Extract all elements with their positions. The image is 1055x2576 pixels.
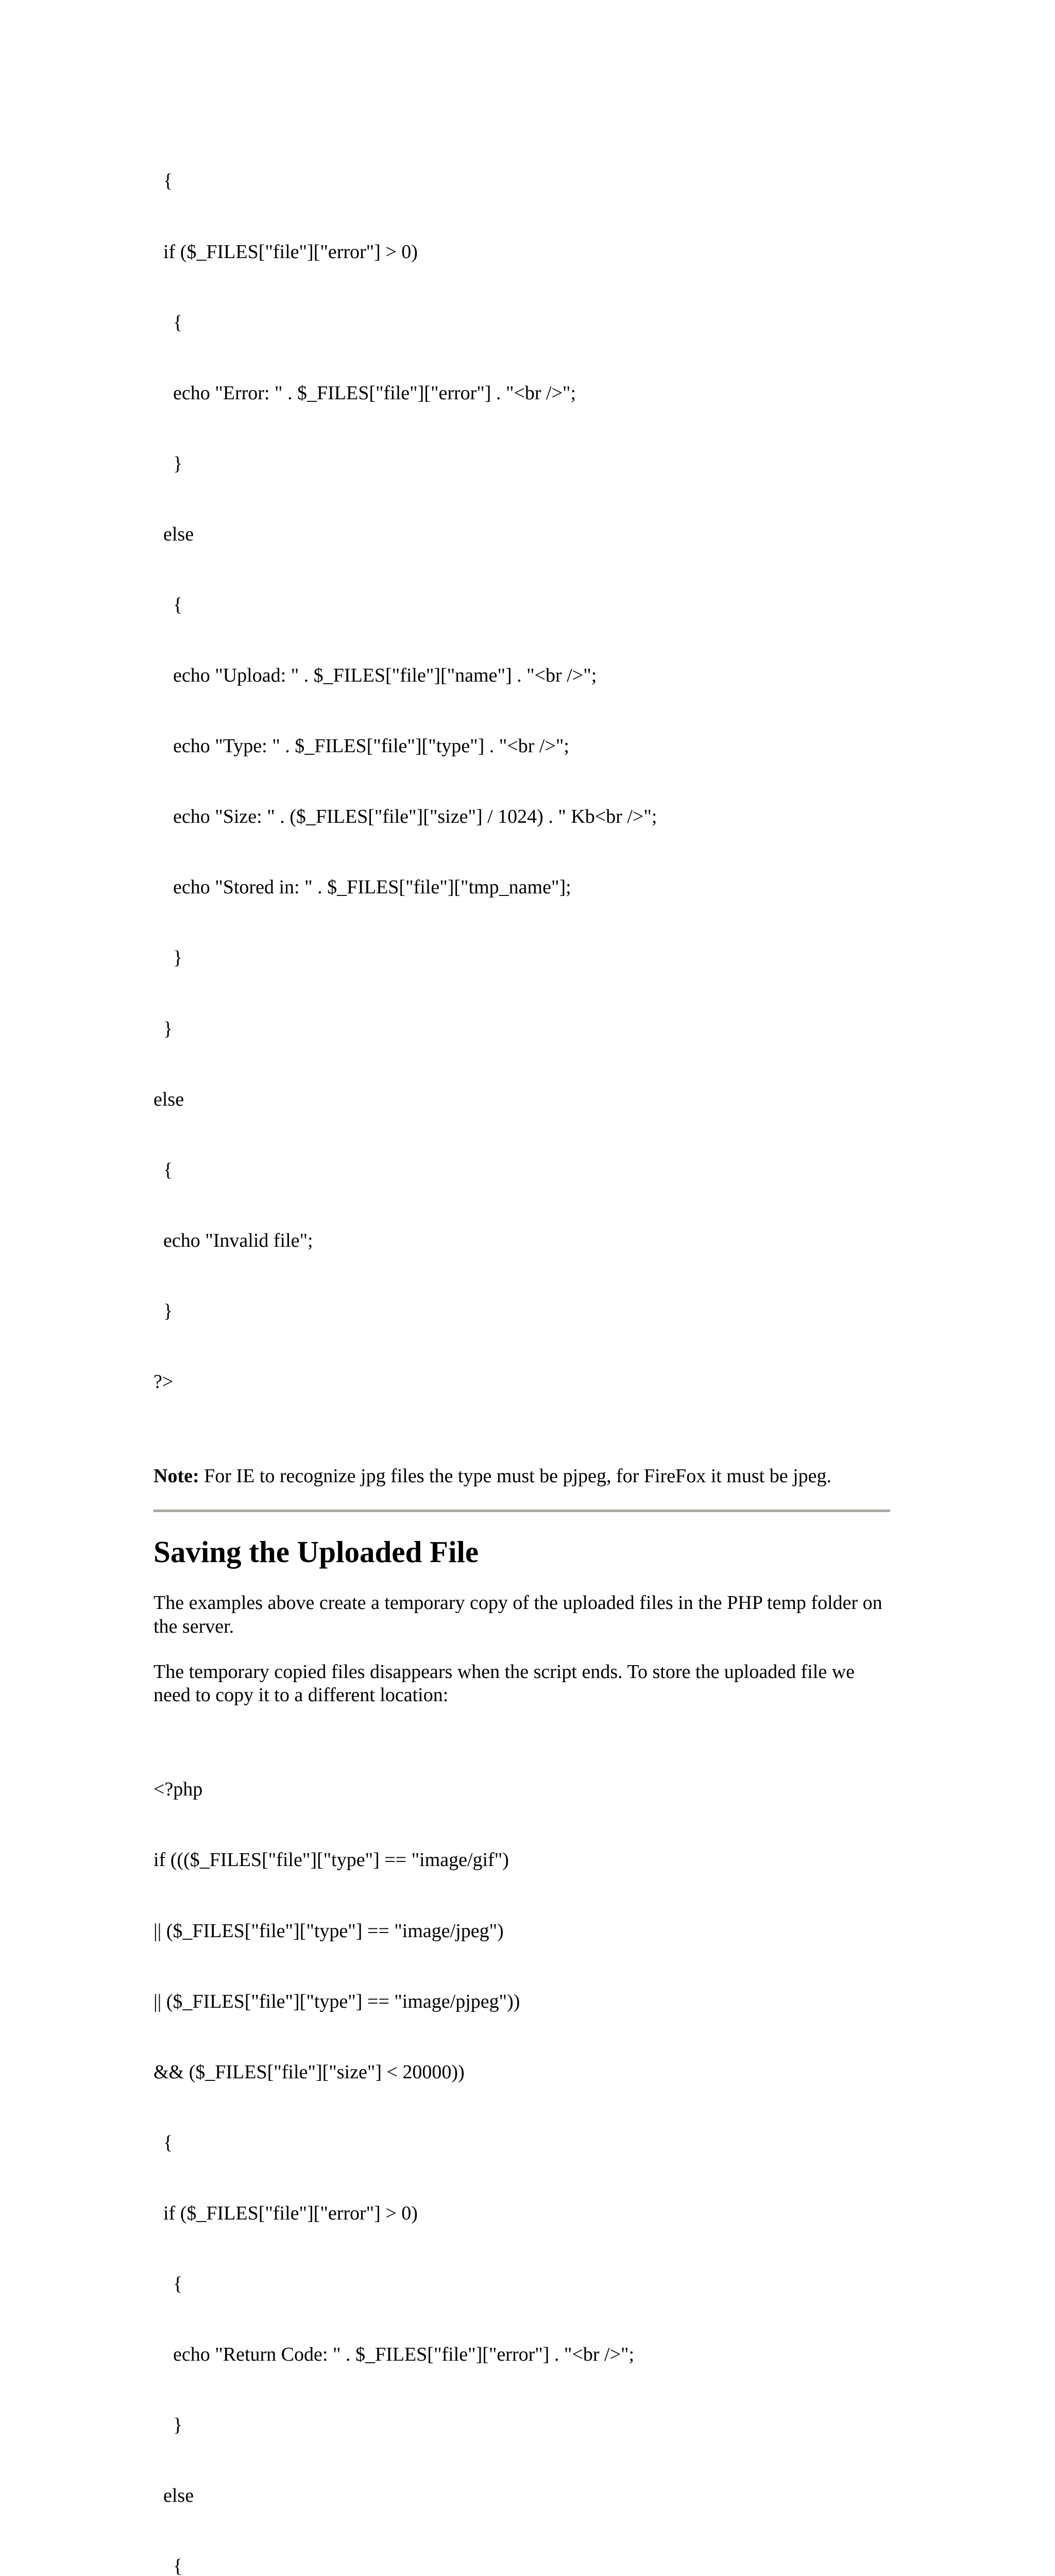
note-paragraph [154,1464,890,1488]
note-text: For IE to recognize jpg files the type must be pjpeg, for FireFox it must be jpeg. [199,1465,831,1487]
code-line: echo "Size: " . ($_FILES["file"]["size"] / 1024) . " Kb<br />"; [154,806,657,828]
code-block-2 [154,1731,890,2576]
code-line: { [154,170,173,192]
code-line: echo "Upload: " . $_FILES["file"]["name"] . "<br />"; [154,665,597,687]
section-heading: Saving the Uploaded File [154,1535,479,1569]
code-line: } [154,947,183,969]
code-line: } [154,1300,173,1322]
code-line: } [154,2414,183,2436]
section-paragraph-2: The temporary copied files disappears when the script ends. To store the uploaded file we need to copy it to a different location: [154,1660,855,1706]
code-line: } [154,1018,173,1040]
code-line: else [154,523,194,545]
document-page [154,123,890,2576]
code-block-1 [154,123,890,1441]
code-line: echo "Invalid file"; [154,1229,313,1251]
code-line: ?> [154,1371,174,1393]
section-paragraph-1: The examples above create a temporary copy of the uploaded files in the PHP temp folder on the server. [154,1592,882,1637]
code-line: if ((($_FILES["file"]["type"] == "image/gif") [154,1849,509,1871]
code-line: } [154,452,183,474]
code-line: if ($_FILES["file"]["error"] > 0) [154,2202,418,2224]
code-line: else [154,2485,194,2507]
code-line: if ($_FILES["file"]["error"] > 0) [154,241,418,263]
code-line: echo "Stored in: " . $_FILES["file"]["tmp_name"]; [154,876,571,899]
horizontal-divider [154,1510,890,1512]
code-line: { [154,1159,173,1181]
code-line: { [154,594,183,616]
code-line: && ($_FILES["file"]["size"] < 20000)) [154,2061,465,2083]
code-line: || ($_FILES["file"]["type"] == "image/pjpeg")) [154,1990,520,2012]
code-line: { [154,2131,173,2154]
code-line: echo "Return Code: " . $_FILES["file"]["error"] . "<br />"; [154,2344,635,2366]
code-line: { [154,2555,183,2576]
code-line: || ($_FILES["file"]["type"] == "image/jpeg") [154,1920,504,1942]
code-line: echo "Type: " . $_FILES["file"]["type"] . "<br />"; [154,735,569,757]
code-line: echo "Error: " . $_FILES["file"]["error"] . "<br />"; [154,382,576,404]
code-line: { [154,2273,183,2295]
code-line: { [154,311,183,333]
code-line: else [154,1088,184,1110]
code-line: <?php [154,1778,203,1801]
note-label: Note: [154,1465,199,1487]
